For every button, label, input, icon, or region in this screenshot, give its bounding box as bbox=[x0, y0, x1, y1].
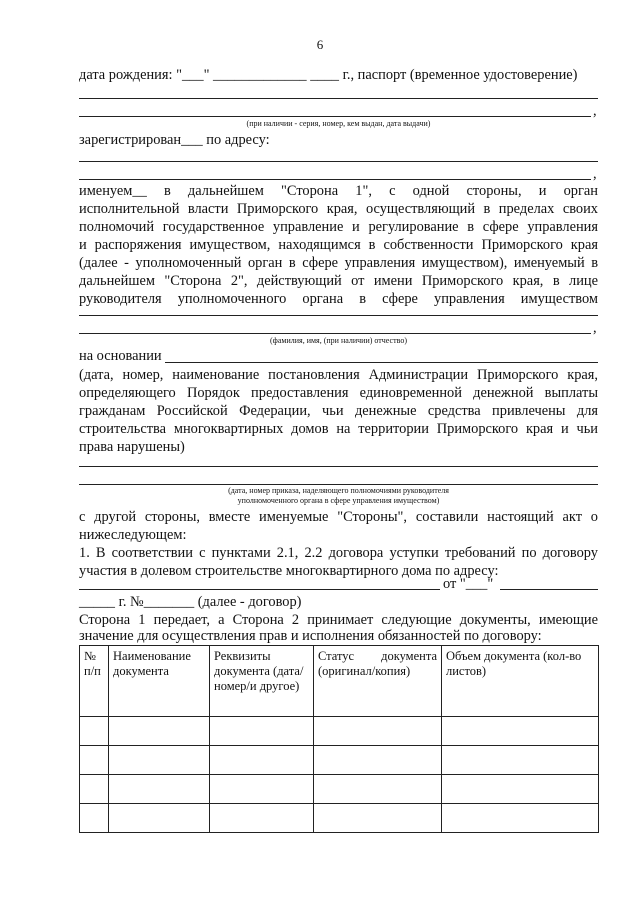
basis-line-1: (дата, номер, наименование постановления Администрации Приморского края, bbox=[79, 367, 598, 383]
party-line-5: (далее - уполномоченный орган в сфере управления имуществом), именуемый в bbox=[79, 255, 598, 271]
basis-blank-line bbox=[165, 362, 598, 363]
table-cell bbox=[109, 804, 210, 833]
party-line-2: исполнительной власти Приморского края, осуществляющий в пределах своих bbox=[79, 201, 598, 217]
clause-1-line-2: участия в долевом строительстве многоквартирного дома по адресу: bbox=[79, 563, 499, 579]
order-blank-line-2 bbox=[79, 484, 598, 485]
table-row bbox=[80, 804, 599, 833]
address-blank-line-2 bbox=[79, 179, 591, 180]
passport-caption: (при наличии - серия, номер, кем выдан, дата выдачи) bbox=[246, 119, 431, 128]
table-cell bbox=[442, 775, 599, 804]
table-cell bbox=[314, 717, 442, 746]
head-blank-line-2 bbox=[79, 333, 591, 334]
table-cell bbox=[442, 804, 599, 833]
table-cell bbox=[109, 775, 210, 804]
clause-1-date-blank bbox=[500, 589, 598, 590]
other-side-line-1: с другой стороны, вместе именуемые "Стороны", составили настоящий акт о bbox=[79, 509, 598, 525]
head-comma: , bbox=[593, 320, 597, 336]
clause-1-from: от "___" bbox=[443, 576, 494, 592]
clause-1-year-line: _____ г. №_______ (далее - договор) bbox=[79, 594, 302, 610]
birth-blank-day: ___ bbox=[181, 67, 204, 83]
table-cell bbox=[210, 775, 314, 804]
basis-line-2: определяющего Порядок предоставления единовременной денежной выплаты bbox=[79, 385, 598, 401]
table-cell bbox=[442, 746, 599, 775]
table-cell bbox=[210, 717, 314, 746]
head-blank-line-1 bbox=[79, 315, 598, 316]
address-blank-line-1 bbox=[79, 161, 598, 162]
col-header-details: Реквизиты документа (дата/номер/и другое) bbox=[210, 646, 314, 717]
head-caption: (фамилия, имя, (при наличии) отчество) bbox=[270, 336, 407, 345]
table-cell bbox=[442, 717, 599, 746]
table-cell bbox=[80, 775, 109, 804]
other-side-line-2: нижеследующем: bbox=[79, 527, 187, 543]
birth-mid: " bbox=[203, 67, 214, 83]
documents-table bbox=[79, 645, 599, 833]
table-cell bbox=[314, 775, 442, 804]
party-line-3: полномочий государственное управление и регулирование в сфере управления bbox=[79, 219, 598, 235]
table-cell bbox=[314, 804, 442, 833]
page-number: 6 bbox=[316, 37, 324, 52]
table-cell bbox=[80, 717, 109, 746]
passport-blank-line-1 bbox=[79, 98, 598, 99]
table-cell bbox=[80, 804, 109, 833]
table-header-row bbox=[80, 646, 599, 717]
table-cell bbox=[210, 746, 314, 775]
transfer-line-1: Сторона 1 передает, а Сторона 2 принимает следующие документы, имеющие bbox=[79, 612, 598, 628]
address-blank-line bbox=[79, 589, 440, 590]
basis-line-4: строительства многоквартирных домов на территории Приморского края и чьи bbox=[79, 421, 598, 437]
col-header-status: Статус документа (оригинал/копия) bbox=[314, 646, 442, 717]
transfer-line-2: значение для осуществления прав и исполнения обязанностей по договору: bbox=[79, 628, 542, 644]
birth-blank-year: ____ bbox=[306, 67, 339, 83]
birth-prefix: дата рождения: " bbox=[79, 67, 182, 83]
table-row bbox=[80, 775, 599, 804]
table-row bbox=[80, 746, 599, 775]
table-cell bbox=[109, 717, 210, 746]
basis-label: на основании bbox=[79, 348, 162, 364]
party-line-4: и распоряжения имуществом, находящимся в собственности Приморского края bbox=[79, 237, 598, 253]
table-row bbox=[80, 717, 599, 746]
registered-line: зарегистрирован___ по адресу: bbox=[79, 132, 270, 148]
birth-blank-month: _____________ bbox=[213, 67, 307, 83]
order-caption-line-2: уполномоченного органа в сфере управления имуществом) bbox=[237, 496, 440, 505]
party-line-6: дальнейшем "Сторона 2", действующий от имени Приморского края, в лице bbox=[79, 273, 598, 289]
table-cell bbox=[80, 746, 109, 775]
order-caption-line-1: (дата, номер приказа, наделяющего полномочиями руководителя bbox=[228, 486, 449, 495]
passport-blank-line-2 bbox=[79, 116, 591, 117]
address-comma: , bbox=[593, 166, 597, 182]
party-line-7: руководителя уполномоченного органа в сфере управления имуществом bbox=[79, 291, 598, 307]
table-cell bbox=[210, 804, 314, 833]
clause-1-line-1: 1. В соответствии с пунктами 2.1, 2.2 договора уступки требований по договору bbox=[79, 545, 598, 561]
col-header-name: Наименование документа bbox=[109, 646, 210, 717]
table-cell bbox=[109, 746, 210, 775]
passport-comma: , bbox=[593, 103, 597, 119]
table-cell bbox=[314, 746, 442, 775]
order-blank-line-1 bbox=[79, 466, 598, 467]
col-header-volume: Объем документа (кол-во листов) bbox=[442, 646, 599, 717]
basis-line-5: права нарушены) bbox=[79, 439, 185, 455]
basis-line-3: гражданам Российской Федерации, чьи денежные средства привлечены для bbox=[79, 403, 598, 419]
party-line-1: именуем__ в дальнейшем "Сторона 1", с одной стороны, и орган bbox=[79, 183, 598, 199]
birth-suffix: г., паспорт (временное удостоверение) bbox=[338, 67, 578, 83]
birth-date-line bbox=[79, 67, 599, 84]
col-header-number: № п/п bbox=[80, 646, 109, 717]
